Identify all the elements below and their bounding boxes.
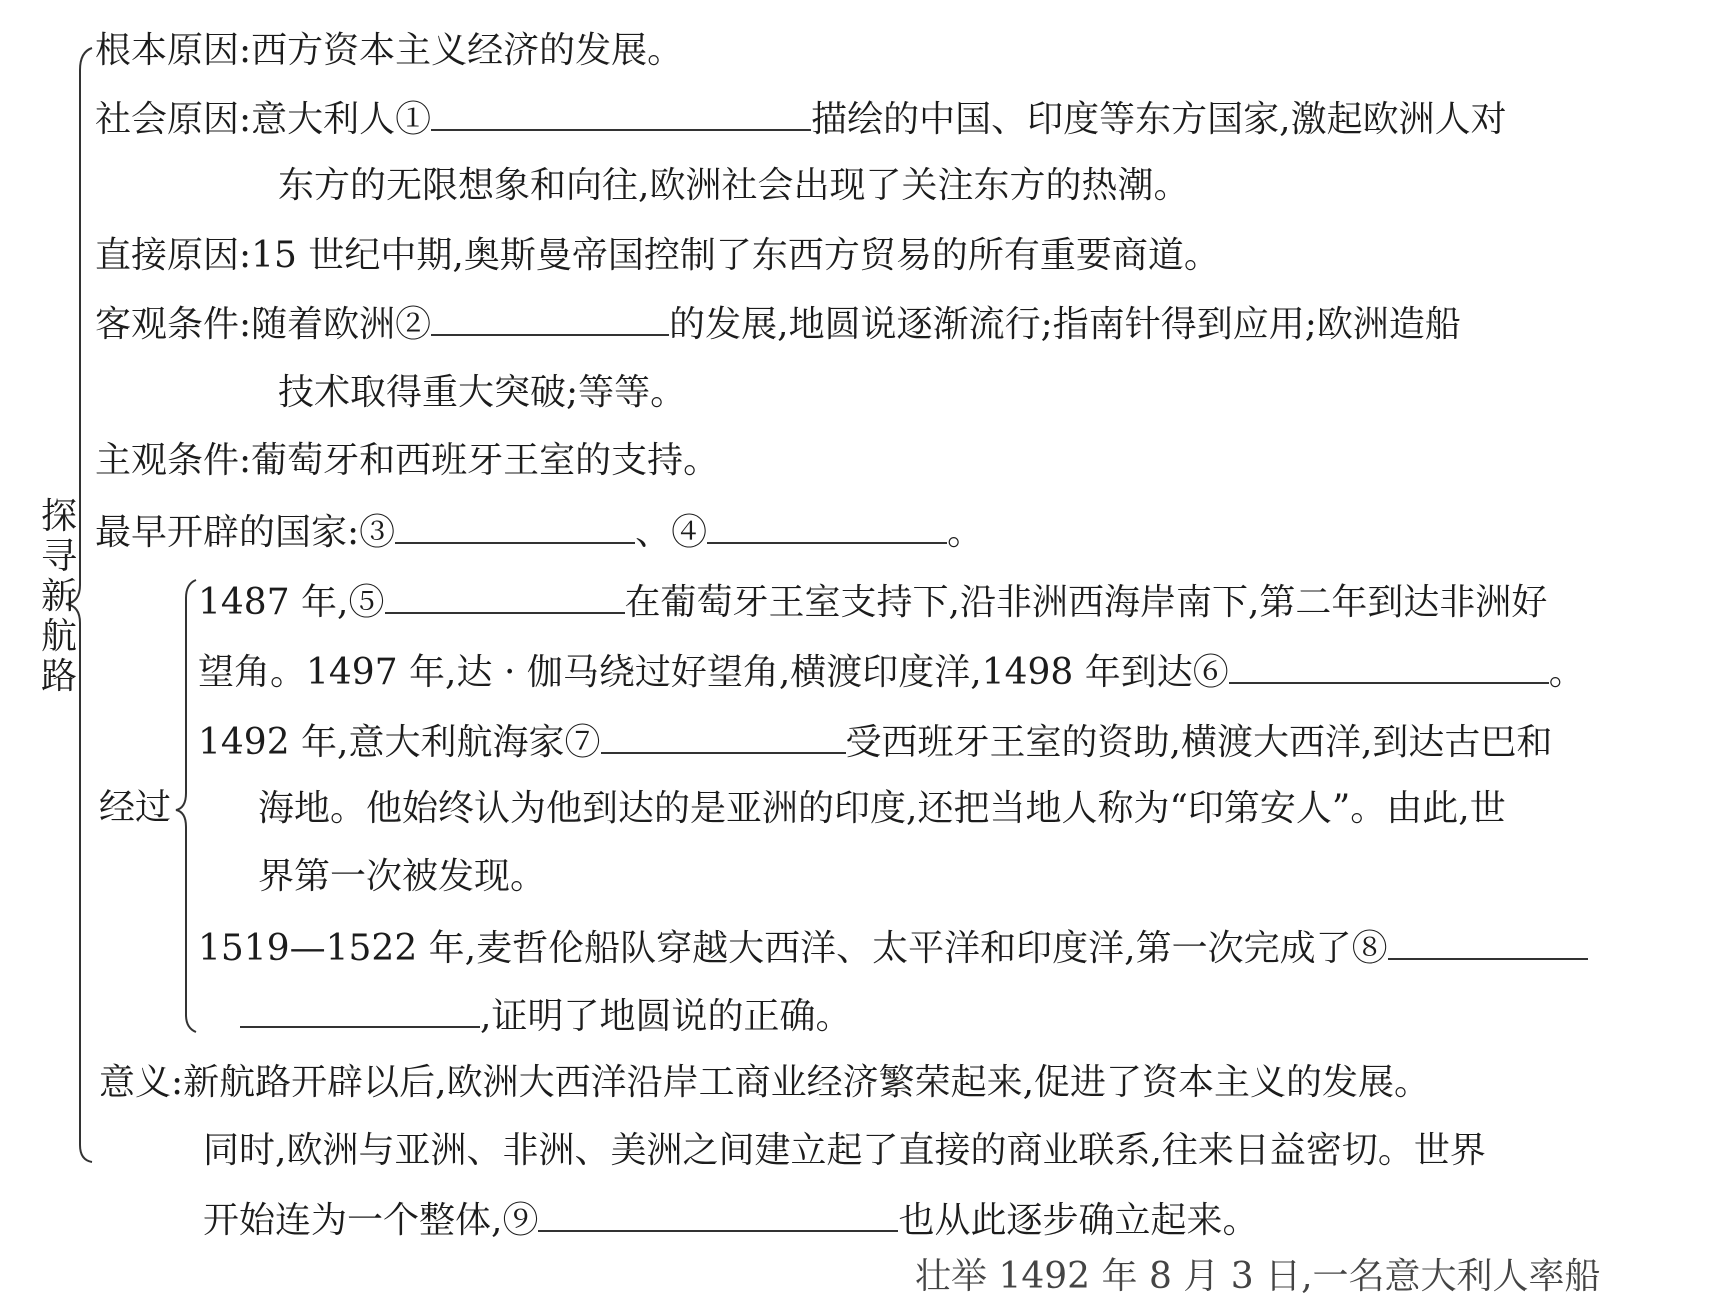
earliest-sep: 、④: [635, 512, 708, 553]
root-cause-text: 西方资本主义经济的发展。: [251, 30, 684, 71]
blank-8a[interactable]: [1388, 924, 1588, 960]
subjective-text: 葡萄牙和西班牙王室的支持。: [251, 440, 720, 481]
topic-char: 航: [40, 616, 77, 657]
blank-8b[interactable]: [240, 992, 480, 1028]
earliest-label: 最早开辟的国家:: [95, 512, 360, 553]
subjective-row: [95, 438, 719, 484]
social-cause-label: 社会原因:: [95, 99, 252, 140]
process-p2: [198, 718, 1552, 766]
objective-pre: 随着欧洲②: [251, 304, 432, 345]
process-p2-pre: 1492 年,意大利航海家⑦: [198, 722, 601, 763]
objective-row: [95, 300, 1461, 348]
process-brace: [176, 580, 196, 1032]
significance-line3-post: 也从此逐步确立起来。: [898, 1200, 1259, 1241]
significance-line3-pre: 开始连为一个整体,⑨: [203, 1200, 539, 1241]
topic-title: [38, 497, 80, 697]
social-cause-row: [95, 95, 1507, 143]
topic-char: 路: [40, 656, 77, 697]
footer-fragment: 壮举 1492 年 8 月 3 日,一名意大利人率船: [915, 1256, 1601, 1297]
process-p1-line2: [198, 648, 1585, 696]
objective-label: 客观条件:: [95, 304, 252, 345]
blank-2[interactable]: [431, 300, 669, 336]
process-p3-line2: [240, 992, 851, 1040]
process-label: 经过: [99, 787, 172, 828]
process-p3-pre: 1519—1522 年,麦哲伦船队穿越大西洋、太平洋和印度洋,第一次完成了⑧: [198, 928, 1388, 969]
objective-post: 的发展,地圆说逐渐流行;指南针得到应用;欧洲造船: [669, 304, 1461, 345]
significance-line3: [203, 1196, 1258, 1244]
social-cause-post: 描绘的中国、印度等东方国家,激起欧洲人对: [811, 99, 1507, 140]
earliest-row: [95, 508, 983, 556]
significance-line2: 同时,欧洲与亚洲、非洲、美洲之间建立起了直接的商业联系,往来日益密切。世界: [203, 1130, 1486, 1171]
process-p3: [198, 924, 1588, 972]
blank-3[interactable]: [395, 508, 635, 544]
direct-cause-row: [95, 233, 1220, 279]
process-p2-line2: 海地。他始终认为他到达的是亚洲的印度,还把当地人称为“印第安人”。由此,世: [258, 788, 1506, 829]
earliest-end: 。: [947, 512, 984, 553]
direct-cause-label: 直接原因:: [95, 235, 252, 276]
social-cause-pre: 意大利人①: [251, 99, 432, 140]
topic-char: 寻: [40, 536, 77, 577]
significance-row: [99, 1060, 1430, 1106]
process-p1-end: 。: [1548, 652, 1585, 693]
objective-line2: 技术取得重大突破;等等。: [278, 372, 687, 413]
root-cause-row: [95, 28, 683, 74]
process-p2-line3: 界第一次被发现。: [258, 856, 547, 897]
process-p1: [198, 578, 1547, 626]
process-p1-line2-text: 望角。1497 年,达 · 伽马绕过好望角,横渡印度洋,1498 年到达⑥: [198, 652, 1229, 693]
process-p1-pre: 1487 年,⑤: [198, 582, 385, 623]
direct-cause-text: 15 世纪中期,奥斯曼帝国控制了东西方贸易的所有重要商道。: [251, 235, 1220, 276]
blank-1[interactable]: [431, 95, 811, 131]
significance-line1: 新航路开辟以后,欧洲大西洋沿岸工商业经济繁荣起来,促进了资本主义的发展。: [183, 1062, 1431, 1103]
process-p1-post: 在葡萄牙王室支持下,沿非洲西海岸南下,第二年到达非洲好: [624, 582, 1548, 623]
process-p3-line2-text: ,证明了地圆说的正确。: [480, 996, 852, 1037]
topic-char: 探: [40, 496, 77, 537]
blank-6[interactable]: [1229, 648, 1549, 684]
earliest-m3: ③: [359, 512, 396, 553]
blank-7[interactable]: [601, 718, 846, 754]
blank-9[interactable]: [538, 1196, 898, 1232]
root-cause-label: 根本原因:: [95, 30, 252, 71]
social-cause-line2: 东方的无限想象和向往,欧洲社会出现了关注东方的热潮。: [278, 165, 1190, 206]
process-p2-post: 受西班牙王室的资助,横渡大西洋,到达古巴和: [845, 722, 1553, 763]
topic-char: 新: [40, 576, 77, 617]
blank-4[interactable]: [707, 508, 947, 544]
significance-label: 意义:: [99, 1062, 184, 1103]
subjective-label: 主观条件:: [95, 440, 252, 481]
blank-5[interactable]: [385, 578, 625, 614]
